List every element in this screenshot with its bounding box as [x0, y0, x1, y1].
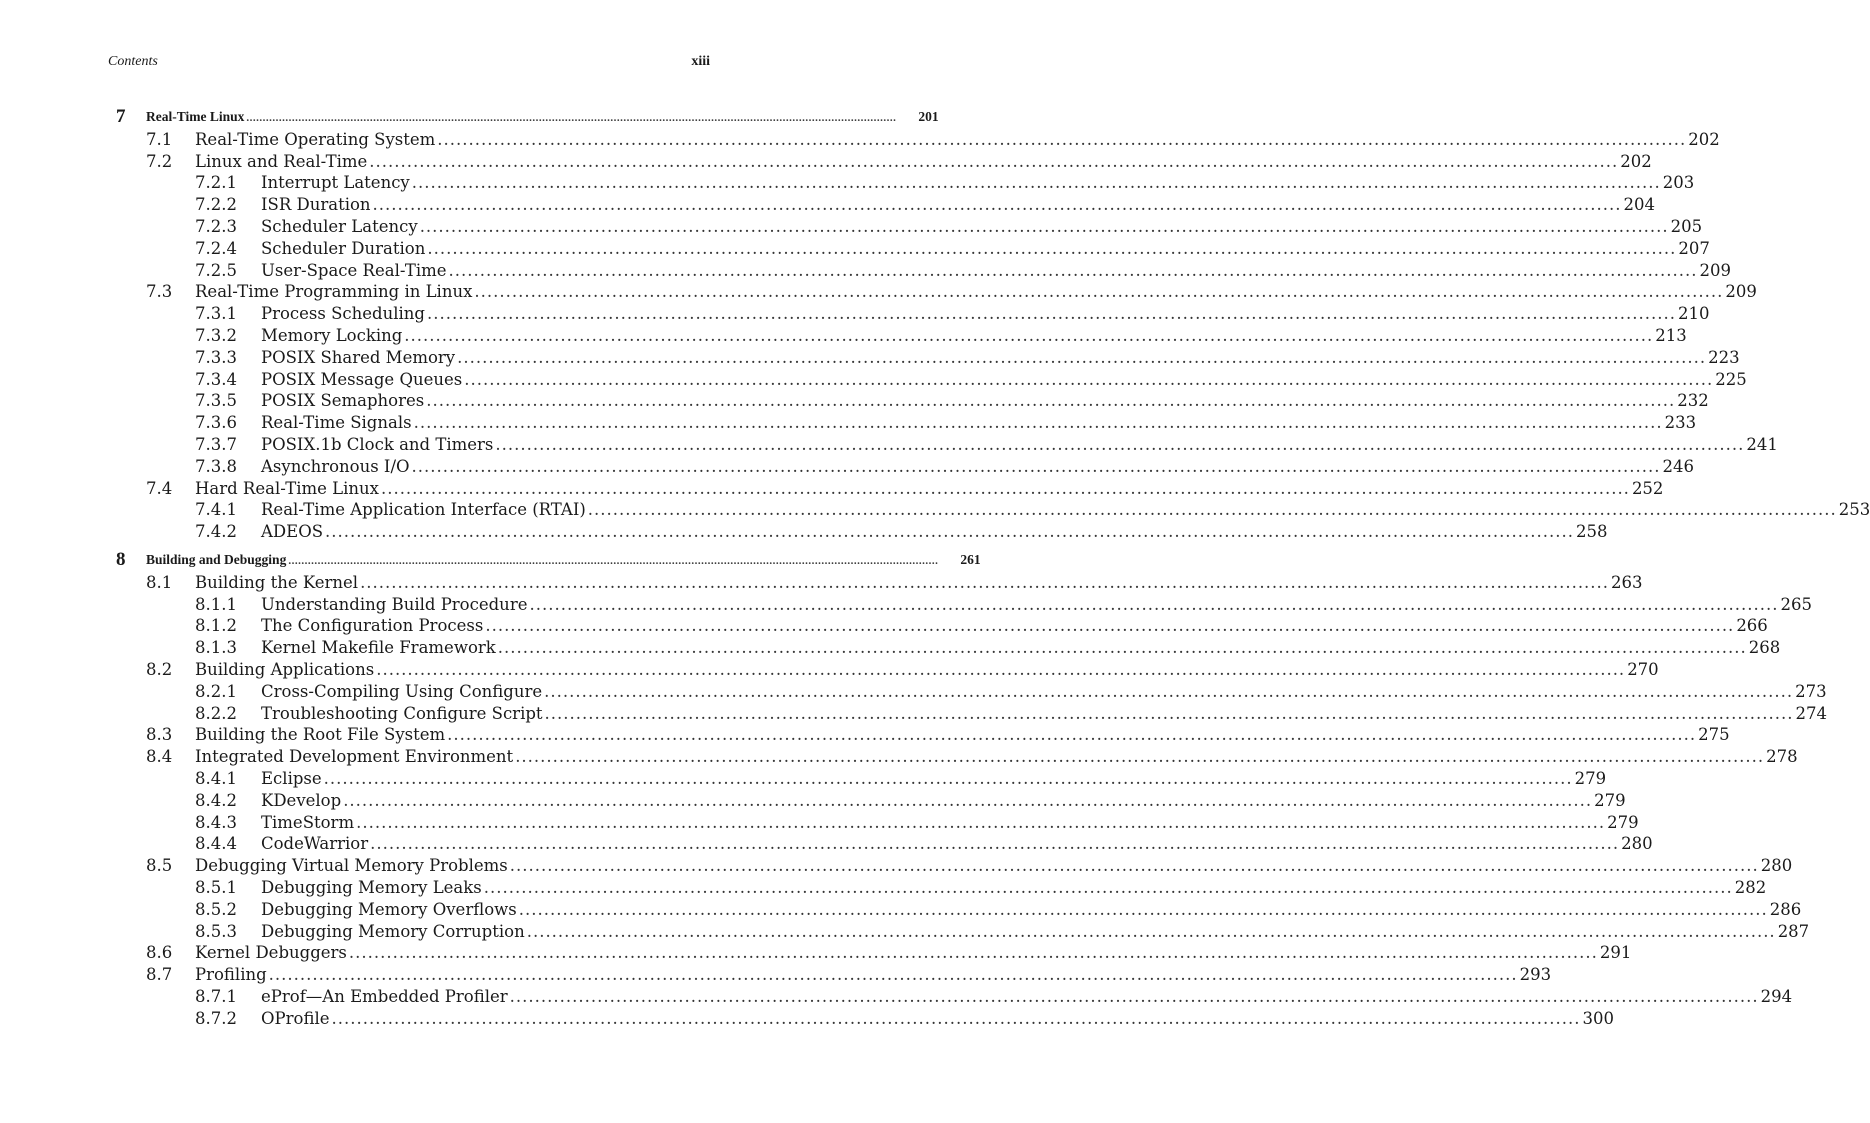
toc-entry-title: Building the Root File System: [195, 725, 446, 745]
toc-entry-line: [146, 549, 981, 572]
toc-entry-page: 201: [896, 106, 938, 128]
toc-entry-page: 246: [1662, 456, 1695, 476]
toc-entry-page: 241: [1746, 435, 1778, 454]
toc-entry-number: 8.1.1: [195, 594, 237, 614]
toc-entry-line: [261, 833, 1653, 855]
toc-entry-title: ISR Duration: [261, 195, 371, 215]
dot-leader: ........................................................................................................................................................................................................: [518, 899, 1768, 919]
toc-entry-line: [195, 964, 1552, 986]
toc-entry-title: Integrated Development Environment: [195, 747, 514, 767]
dot-leader: ........................................................................................................................................................................................................: [360, 572, 1610, 592]
dot-leader: ........................................................................................................................................................................................................: [485, 616, 1735, 636]
running-head-title: Contents: [108, 54, 158, 69]
dot-leader: ........................................................................................................................................................................................................: [413, 413, 1663, 433]
dot-leader: ........................................................................................................................................................................................................: [348, 943, 1598, 963]
toc-entry-line: [195, 281, 1757, 303]
toc-entry-number: 7.2: [146, 151, 173, 171]
dot-leader: ........................................................................................................................................................................................................: [447, 725, 1697, 745]
toc-entry-page: 202: [1620, 151, 1652, 171]
toc-entry-number: 8.3: [146, 725, 173, 745]
toc-entry-page: 279: [1574, 769, 1607, 788]
toc-entry-line: [261, 303, 1710, 325]
dot-leader: ........................................................................................................................................................................................................: [448, 260, 1698, 280]
dot-leader: ........................................................................................................................................................................................................: [325, 522, 1575, 542]
dot-leader: ........................................................................................................................................................................................................: [483, 878, 1733, 897]
dot-leader: ........................................................................................................................................................................................................: [369, 151, 1619, 171]
toc-entry-number: 7.3.3: [195, 347, 237, 367]
toc-entry-number: 7: [116, 106, 126, 127]
dot-leader: ........................................................................................................................................................................................................: [268, 965, 1518, 985]
toc-entry-number: 7.2.3: [195, 217, 237, 236]
toc-entry-line: [261, 681, 1827, 703]
dot-leader: ........................................................................................................................................................................................................: [495, 435, 1745, 454]
toc-entry-line: [261, 369, 1747, 391]
toc-entry-number: 8.4.2: [195, 790, 237, 810]
toc-entry-title: Process Scheduling: [261, 304, 425, 324]
toc-entry-line: [261, 986, 1793, 1008]
toc-entry-line: [261, 521, 1608, 543]
toc-entry-title: Eclipse: [261, 769, 322, 788]
toc-entry-page: 202: [1688, 129, 1720, 149]
toc-entry-number: 7.3.5: [195, 391, 237, 411]
toc-entry-line: [195, 151, 1652, 173]
toc-entry-title: Interrupt Latency: [261, 173, 410, 193]
toc-entry-line: [261, 325, 1687, 347]
dot-leader: ........................................................................................................................................................................................................: [288, 555, 939, 567]
toc-entry-number: 8.2: [146, 660, 173, 679]
dot-leader: ........................................................................................................................................................................................................: [427, 238, 1677, 258]
toc-entry-title: POSIX Semaphores: [261, 391, 425, 411]
dot-leader: ........................................................................................................................................................................................................: [544, 681, 1794, 701]
toc-entry-number: 8.1.2: [195, 616, 237, 636]
toc-entry-page: 278: [1766, 747, 1798, 767]
toc-entry-page: 253: [1838, 500, 1870, 520]
toc-entry-title: ADEOS: [261, 522, 324, 542]
dot-leader: ........................................................................................................................................................................................................: [380, 478, 1630, 498]
toc-entry-number: 8.5.3: [195, 921, 237, 941]
toc-entry-title: eProf—An Embedded Profiler: [261, 987, 508, 1006]
dot-leader: ........................................................................................................................................................................................................: [509, 856, 1759, 876]
toc-entry-page: 270: [1627, 660, 1659, 679]
toc-entry-number: 7.3.1: [195, 304, 237, 324]
toc-entry-number: 8.4.3: [195, 812, 237, 832]
toc-entry-number: 8.7.1: [195, 987, 237, 1006]
toc-entry-page: 291: [1599, 943, 1632, 963]
toc-entry-page: 261: [938, 549, 980, 571]
toc-entry-line: [195, 724, 1730, 746]
toc-entry-number: 8.1: [146, 572, 173, 592]
toc-entry-page: 209: [1725, 282, 1757, 302]
dot-leader: ........................................................................................................................................................................................................: [343, 790, 1593, 810]
dot-leader: ........................................................................................................................................................................................................: [331, 1008, 1581, 1028]
dot-leader: ........................................................................................................................................................................................................: [372, 195, 1622, 215]
toc-entry-page: 210: [1677, 304, 1710, 324]
toc-entry-line: [195, 129, 1720, 151]
dot-leader: ........................................................................................................................................................................................................: [426, 304, 1676, 324]
toc-entry-title: Linux and Real-Time: [195, 151, 368, 171]
toc-entry-page: 203: [1662, 173, 1695, 193]
toc-entry-page: 225: [1715, 369, 1747, 389]
toc-entry-page: 300: [1582, 1008, 1614, 1028]
toc-entry-page: 279: [1594, 790, 1626, 810]
toc-entry-line: [261, 499, 1870, 521]
toc-entry-number: 8.7: [146, 965, 173, 985]
toc-entry-page: 266: [1736, 616, 1768, 636]
toc-entry-line: [261, 637, 1781, 659]
dot-leader: ........................................................................................................................................................................................................: [526, 921, 1776, 941]
toc-entry-title: POSIX Shared Memory: [261, 347, 456, 367]
toc-entry-number: 8.4.4: [195, 834, 237, 854]
toc-entry-page: 282: [1734, 878, 1767, 897]
toc-entry-number: 7.3.7: [195, 435, 237, 454]
toc-entry-title: Building the Kernel: [195, 572, 359, 592]
dot-leader: ........................................................................................................................................................................................................: [587, 500, 1837, 520]
toc-entry-title: CodeWarrior: [261, 834, 369, 854]
toc-entry-title: Memory Locking: [261, 326, 403, 345]
dot-leader: ........................................................................................................................................................................................................: [457, 347, 1707, 367]
toc-entry-line: [195, 942, 1632, 964]
toc-entry-number: 8.5: [146, 856, 173, 876]
toc-entry-page: 274: [1795, 703, 1828, 723]
toc-entry-line: [146, 106, 939, 129]
toc-entry-page: 233: [1664, 413, 1697, 433]
dot-leader: ........................................................................................................................................................................................................: [404, 326, 1654, 345]
toc-entry-line: [261, 194, 1656, 216]
toc-entry-title: Real-Time Signals: [261, 413, 412, 433]
toc-entry-number: 7.3.4: [195, 369, 237, 389]
toc-entry-title: Hard Real-Time Linux: [195, 478, 379, 498]
toc-entry-number: 8.6: [146, 943, 173, 963]
toc-entry-line: [261, 260, 1732, 282]
toc-entry-line: [261, 812, 1639, 834]
toc-entry-title: Debugging Memory Leaks: [261, 878, 482, 897]
dot-leader: ........................................................................................................................................................................................................: [411, 456, 1661, 476]
toc-entry-title: Real-Time Programming in Linux: [195, 282, 473, 302]
toc-entry-page: 204: [1623, 195, 1656, 215]
toc-entry-page: 280: [1621, 834, 1653, 854]
toc-entry-title: Kernel Debuggers: [195, 943, 347, 963]
toc-entry-line: [261, 594, 1812, 616]
toc-entry-line: [261, 347, 1740, 369]
toc-entry-number: 7.2.4: [195, 238, 237, 258]
toc-entry-number: 7.2.5: [195, 260, 237, 280]
toc-entry-page: 207: [1678, 238, 1710, 258]
toc-entry-title: OProfile: [261, 1008, 330, 1028]
toc-entry-line: [261, 456, 1695, 478]
toc-entry-title: The Configuration Process: [261, 616, 484, 636]
toc-entry-number: 8.4: [146, 747, 173, 767]
toc-entry-page: 275: [1698, 725, 1730, 745]
toc-entry-line: [195, 572, 1643, 594]
toc-entry-title: Understanding Build Procedure: [261, 594, 528, 614]
toc-entry-line: [261, 434, 1778, 456]
toc-entry-number: 8.2.2: [195, 703, 237, 723]
toc-entry-title: Profiling: [195, 965, 267, 985]
toc-entry-line: [261, 768, 1607, 790]
toc-entry-number: 7.3.6: [195, 413, 237, 433]
toc-entry-title: User-Space Real-Time: [261, 260, 447, 280]
dot-leader: ........................................................................................................................................................................................................: [464, 369, 1714, 389]
toc-entry-title: Real-Time Linux: [146, 106, 246, 128]
toc-entry-title: Scheduler Latency: [261, 217, 418, 236]
toc-entry-number: 8: [116, 549, 126, 570]
toc-entry-page: 258: [1576, 522, 1608, 542]
toc-entry-number: 8.2.1: [195, 681, 237, 701]
toc-entry-title: Real-Time Application Interface (RTAI): [261, 500, 586, 520]
toc-entry-page: 263: [1611, 572, 1643, 592]
dot-leader: ........................................................................................................................................................................................................: [411, 173, 1661, 193]
toc-entry-line: [261, 172, 1695, 194]
toc-entry-title: Scheduler Duration: [261, 238, 426, 258]
dot-leader: ........................................................................................................................................................................................................: [370, 834, 1620, 854]
dot-leader: ........................................................................................................................................................................................................: [419, 217, 1669, 236]
toc-entry-line: [261, 390, 1709, 412]
toc-entry-line: [261, 412, 1697, 434]
toc-entry-number: 7.4: [146, 478, 173, 498]
toc-entry-number: 7.1: [146, 129, 173, 149]
dot-leader: ........................................................................................................................................................................................................: [437, 129, 1687, 149]
toc-entry-line: [261, 877, 1767, 899]
toc-entry-page: 280: [1760, 856, 1793, 876]
toc-entry-line: [261, 216, 1703, 238]
toc-entry-page: 223: [1708, 347, 1740, 367]
toc-entry-number: 7.3.8: [195, 456, 237, 476]
running-head-page-number: xiii: [691, 54, 710, 69]
dot-leader: ........................................................................................................................................................................................................: [376, 660, 1626, 679]
toc-entry-number: 7.3: [146, 282, 173, 302]
dot-leader: ........................................................................................................................................................................................................: [497, 638, 1747, 658]
toc-entry-number: 7.3.2: [195, 326, 237, 345]
toc-entry-title: KDevelop: [261, 790, 342, 810]
toc-entry-line: [261, 238, 1710, 260]
toc-entry-number: 7.4.2: [195, 522, 237, 542]
toc-entry-line: [261, 615, 1768, 637]
toc-entry-number: 8.4.1: [195, 769, 237, 788]
dot-leader: ........................................................................................................................................................................................................: [356, 812, 1606, 832]
toc-entry-page: 286: [1769, 899, 1802, 919]
toc-entry-title: Kernel Makefile Framework: [261, 638, 496, 658]
toc-entry-number: 7.2.1: [195, 173, 237, 193]
toc-entry-title: Building and Debugging: [146, 549, 288, 571]
toc-entry-page: 294: [1760, 987, 1793, 1006]
toc-entry-line: [195, 746, 1798, 768]
toc-entry-title: Asynchronous I/O: [261, 456, 410, 476]
toc-entry-number: 8.5.1: [195, 878, 237, 897]
toc-entry-page: 293: [1519, 965, 1552, 985]
toc-entry-title: TimeStorm: [261, 812, 355, 832]
dot-leader: ........................................................................................................................................................................................................: [529, 594, 1779, 614]
toc-entry-number: 7.4.1: [195, 500, 237, 520]
toc-entry-page: 287: [1777, 921, 1810, 941]
dot-leader: ........................................................................................................................................................................................................: [509, 987, 1759, 1006]
toc-entry-title: Debugging Memory Overflows: [261, 899, 517, 919]
toc-entry-line: [195, 478, 1664, 500]
toc-entry-page: 252: [1631, 478, 1664, 498]
toc-entry-line: [261, 703, 1828, 725]
toc-entry-number: 7.2.2: [195, 195, 237, 215]
toc-entry-title: Cross-Compiling Using Configure: [261, 681, 543, 701]
toc-entry-title: Debugging Virtual Memory Problems: [195, 856, 508, 876]
toc-entry-page: 273: [1795, 681, 1827, 701]
toc-entry-line: [261, 921, 1810, 943]
toc-entry-line: [195, 855, 1793, 877]
dot-leader: ........................................................................................................................................................................................................: [246, 112, 897, 124]
toc-entry-line: [195, 659, 1659, 681]
toc-entry-title: Real-Time Operating System: [195, 129, 436, 149]
toc-entry-title: POSIX Message Queues: [261, 369, 463, 389]
dot-leader: ........................................................................................................................................................................................................: [474, 282, 1724, 302]
toc-entry-title: Building Applications: [195, 660, 375, 679]
toc-entry-page: 213: [1655, 326, 1687, 345]
toc-entry-number: 8.7.2: [195, 1008, 237, 1028]
toc-entry-page: 205: [1670, 217, 1703, 236]
toc-entry-line: [261, 790, 1626, 812]
toc-entry-line: [261, 1008, 1614, 1030]
toc-entry-number: 8.1.3: [195, 638, 237, 658]
toc-entry-title: Debugging Memory Corruption: [261, 921, 525, 941]
toc-entry-page: 232: [1677, 391, 1709, 411]
toc-entry-line: [261, 899, 1802, 921]
toc-entry-title: POSIX.1b Clock and Timers: [261, 435, 494, 454]
dot-leader: ........................................................................................................................................................................................................: [515, 747, 1765, 767]
toc-entry-page: 268: [1748, 638, 1781, 658]
toc-entry-page: 265: [1780, 594, 1812, 614]
toc-entry-title: Troubleshooting Configure Script: [261, 703, 543, 723]
dot-leader: ........................................................................................................................................................................................................: [426, 391, 1676, 411]
toc-entry-page: 279: [1607, 812, 1639, 832]
dot-leader: ........................................................................................................................................................................................................: [544, 703, 1794, 723]
toc-entry-page: 209: [1699, 260, 1732, 280]
toc-entry-number: 8.5.2: [195, 899, 237, 919]
dot-leader: ........................................................................................................................................................................................................: [323, 769, 1573, 788]
